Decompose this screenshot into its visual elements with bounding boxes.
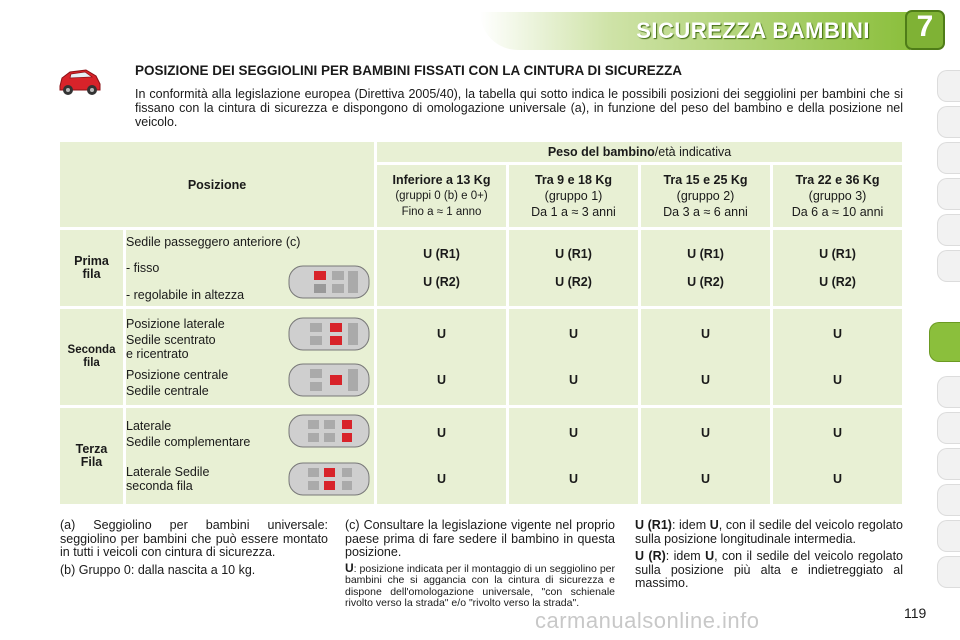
footnotes-right bbox=[635, 519, 903, 591]
desc-line: - regolabile in altezza bbox=[126, 287, 245, 302]
row-label-line2: fila bbox=[83, 357, 100, 369]
footnote-ur-text-b: , con il sedile del veicolo regolato sulla posizione più alta e indietreggiato al massimo. bbox=[635, 549, 903, 590]
page-header-title: SICUREZZA BAMBINI bbox=[636, 18, 870, 43]
group-title: Tra 9 e 18 Kg bbox=[534, 173, 613, 187]
footnotes-middle bbox=[345, 519, 615, 610]
desc-line: - fisso bbox=[126, 260, 160, 275]
group-age: Da 3 a ≈ 6 anni bbox=[663, 205, 748, 219]
weight-header-bold: Peso del bambino bbox=[547, 145, 655, 159]
footnote-ur bbox=[635, 550, 903, 591]
value: U (R2) bbox=[423, 275, 460, 289]
footnote-c: (c) Consultare la legislazione vigente nel proprio paese prima di fare sedere il bambino in questa posizione. bbox=[345, 518, 615, 559]
chapter-tab-active[interactable] bbox=[929, 322, 960, 362]
value: U (R1) bbox=[555, 247, 592, 261]
row-description bbox=[126, 230, 374, 306]
group-header bbox=[377, 165, 506, 227]
row-description bbox=[126, 408, 374, 504]
desc-line: Sedile scentrato bbox=[126, 332, 216, 347]
section-intro: In conformità alla legislazione europea (Direttiva 2005/40), la tabella qui sotto indica le possibili posizioni dei seggiolini per bambini che si fissano con la cintura di sicurezza e dispongono di omologazione universale (a), in funzione del peso del bambino e della posizione nel veicolo. bbox=[135, 87, 903, 129]
desc-line: e ricentrato bbox=[126, 346, 189, 361]
group-title: Inferiore a 13 Kg bbox=[392, 173, 491, 187]
row-label-first bbox=[60, 230, 123, 306]
group-title: Tra 15 e 25 Kg bbox=[663, 173, 748, 187]
group-subtitle: (gruppi 0 (b) e 0+) bbox=[395, 190, 488, 202]
row-label-second bbox=[60, 309, 123, 405]
chapter-tab[interactable] bbox=[937, 556, 960, 588]
desc-line: Posizione centrale bbox=[126, 367, 229, 382]
footnote-ur1-u: U bbox=[709, 518, 719, 532]
footnote-u-text: : posizione indicata per il montaggio di un seggiolino per bambini che si aggancia con la cintura di sicurezza e dispone dell'omologazione universale, "con schienale rivolto verso la strada" e/o "rivolto verso la strada". bbox=[345, 562, 615, 609]
position-header: Posizione bbox=[60, 142, 374, 227]
car-icon bbox=[56, 64, 102, 98]
weight-header bbox=[377, 142, 902, 162]
row-label-third bbox=[60, 408, 123, 504]
chapter-tab[interactable] bbox=[937, 142, 960, 174]
chapter-tab[interactable] bbox=[937, 412, 960, 444]
group-subtitle: (gruppo 2) bbox=[676, 189, 735, 203]
value-cell bbox=[773, 408, 902, 504]
value-cell bbox=[509, 230, 638, 306]
footnote-ur1-text-b: , con il sedile del veicolo regolato sulla posizione longitudinale intermedia. bbox=[635, 518, 903, 546]
value: U bbox=[568, 472, 579, 486]
desc-line: Posizione laterale bbox=[126, 316, 225, 331]
weight-header-rest: /età indicativa bbox=[654, 145, 732, 159]
footnote-ur-u: U bbox=[705, 549, 715, 563]
footnote-u bbox=[345, 560, 615, 610]
value-cell bbox=[509, 309, 638, 405]
value: U bbox=[833, 373, 843, 387]
page-number: 119 bbox=[904, 605, 927, 621]
value-cell bbox=[773, 230, 902, 306]
value: U (R1) bbox=[819, 247, 856, 261]
value-cell bbox=[641, 309, 770, 405]
row-label-line2: Fila bbox=[80, 455, 103, 469]
chapter-tab[interactable] bbox=[937, 484, 960, 516]
value: U bbox=[436, 373, 447, 387]
value-cell bbox=[773, 309, 902, 405]
row-label-line2: fila bbox=[82, 267, 101, 281]
row-label-line1: Seconda bbox=[67, 344, 116, 356]
value: U bbox=[700, 327, 711, 341]
value-cell bbox=[509, 408, 638, 504]
footnote-ur-text-a: : idem bbox=[665, 549, 706, 563]
value-cell bbox=[641, 408, 770, 504]
value: U bbox=[833, 327, 843, 341]
footnotes-left bbox=[60, 519, 328, 577]
group-age: Fino a ≈ 1 anno bbox=[401, 206, 482, 218]
value: U bbox=[568, 426, 579, 440]
group-header bbox=[773, 165, 902, 227]
group-title: Tra 22 e 36 Kg bbox=[795, 173, 880, 187]
footnote-ur1 bbox=[635, 519, 903, 546]
group-subtitle: (gruppo 3) bbox=[808, 189, 867, 203]
desc-line: Sedile centrale bbox=[126, 383, 209, 398]
chapter-tab[interactable] bbox=[937, 70, 960, 102]
desc-line: seconda fila bbox=[126, 479, 193, 493]
value-cell bbox=[641, 230, 770, 306]
chapter-tab[interactable] bbox=[937, 250, 960, 282]
value: U (R2) bbox=[819, 275, 856, 289]
chapter-tab[interactable] bbox=[937, 376, 960, 408]
seat-position-table bbox=[57, 139, 905, 507]
footnote-a: (a) Seggiolino per bambini universale: seggiolino per bambini che può essere montato in tutti i veicoli con cintura di sicurezza. bbox=[60, 518, 328, 559]
value: U bbox=[568, 373, 579, 387]
value: U bbox=[833, 426, 843, 440]
value: U (R1) bbox=[423, 247, 460, 261]
chapter-tab[interactable] bbox=[937, 178, 960, 210]
footnote-ur-key: U (R) bbox=[635, 549, 666, 563]
value: U bbox=[700, 472, 711, 486]
chapter-tab[interactable] bbox=[937, 106, 960, 138]
value: U (R2) bbox=[555, 275, 592, 289]
value: U bbox=[436, 472, 447, 486]
value: U bbox=[436, 327, 447, 341]
chapter-tabs bbox=[924, 70, 960, 590]
footnote-ur1-key: U (R1) bbox=[635, 518, 672, 532]
value-cell bbox=[377, 309, 506, 405]
group-age: Da 6 a ≈ 10 anni bbox=[791, 205, 884, 219]
watermark: carmanualsonline.info bbox=[535, 608, 760, 633]
chapter-number: 7 bbox=[916, 10, 934, 43]
group-subtitle: (gruppo 1) bbox=[544, 189, 603, 203]
value-cell bbox=[377, 408, 506, 504]
value-cell bbox=[377, 230, 506, 306]
desc-line: Sedile complementare bbox=[126, 435, 251, 449]
value: U (R1) bbox=[687, 247, 724, 261]
group-header bbox=[509, 165, 638, 227]
desc-line: Sedile passeggero anteriore (c) bbox=[126, 234, 301, 249]
footnote-u-key: U bbox=[345, 560, 354, 575]
row-description bbox=[126, 309, 374, 405]
group-age: Da 1 a ≈ 3 anni bbox=[531, 205, 616, 219]
value: U bbox=[833, 472, 843, 486]
value: U bbox=[436, 426, 447, 440]
desc-line: Laterale bbox=[126, 419, 172, 433]
row-label-line1: Prima bbox=[74, 254, 109, 268]
value: U (R2) bbox=[687, 275, 724, 289]
group-header bbox=[641, 165, 770, 227]
value: U bbox=[700, 426, 711, 440]
value: U bbox=[700, 373, 711, 387]
chapter-tab[interactable] bbox=[937, 214, 960, 246]
chapter-tab[interactable] bbox=[937, 448, 960, 480]
value: U bbox=[568, 327, 579, 341]
row-label-line1: Terza bbox=[75, 442, 108, 456]
section-title: POSIZIONE DEI SEGGIOLINI PER BAMBINI FISSATI CON LA CINTURA DI SICUREZZA bbox=[135, 63, 683, 78]
chapter-tab[interactable] bbox=[937, 520, 960, 552]
footnote-ur1-text-a: : idem bbox=[671, 518, 710, 532]
footnote-b: (b) Gruppo 0: dalla nascita a 10 kg. bbox=[60, 562, 256, 577]
desc-line: Laterale Sedile bbox=[126, 465, 210, 479]
